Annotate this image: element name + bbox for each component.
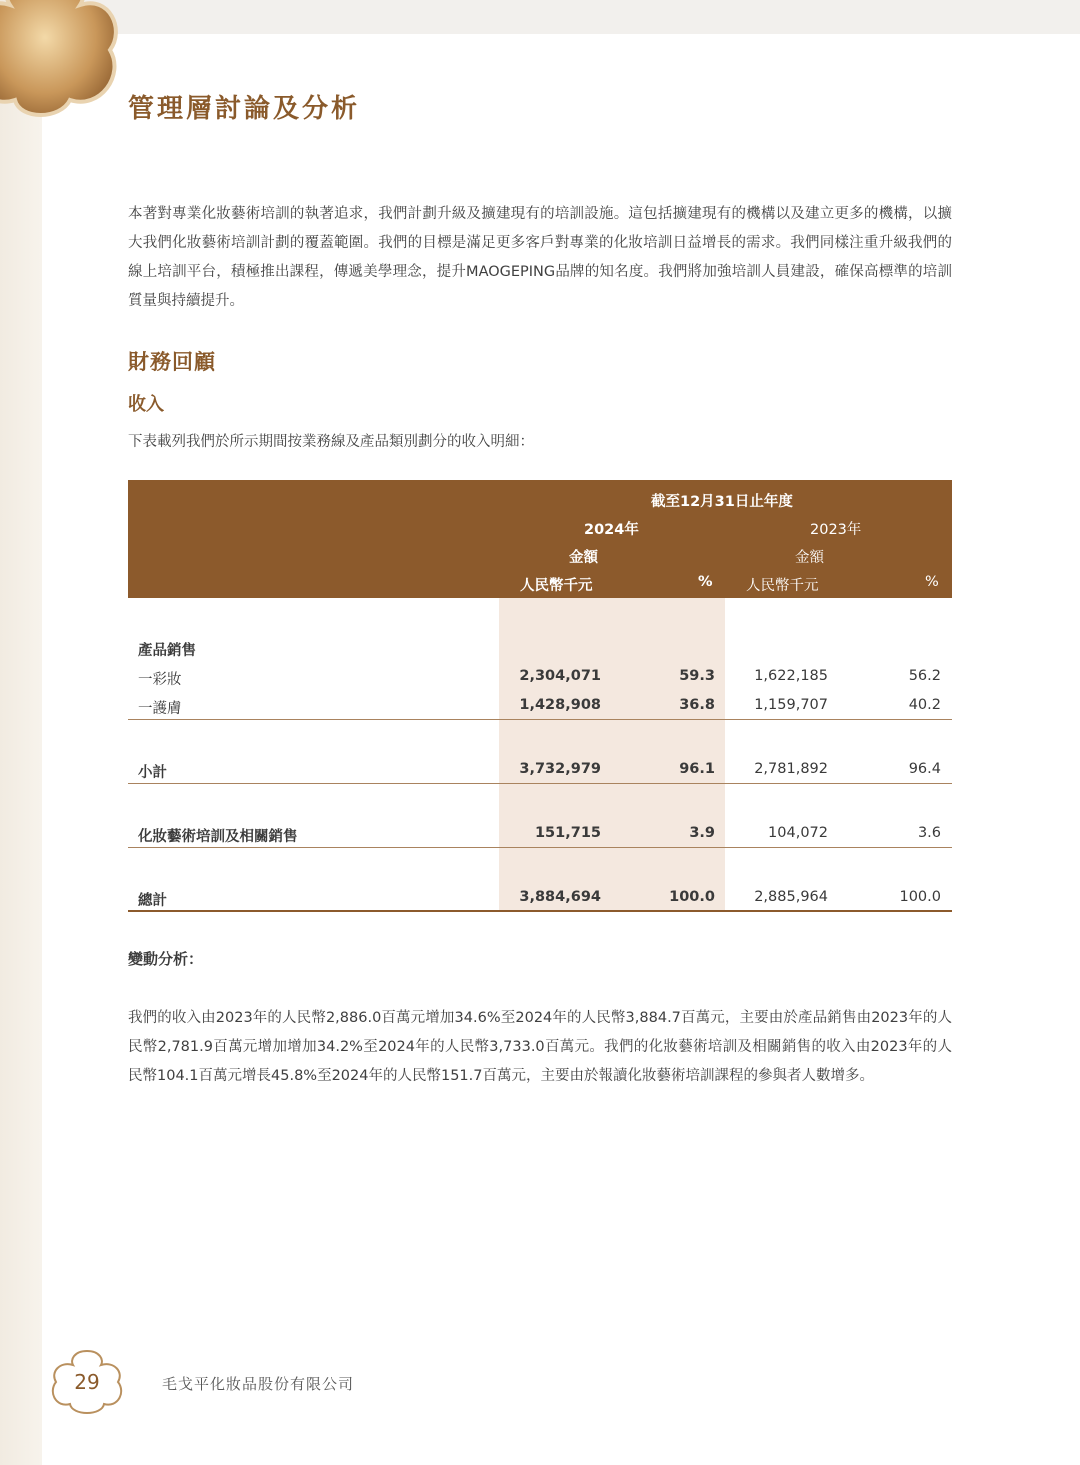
row-label: 總計 [138,893,167,909]
cell-2024-amount: 151,715 [534,825,601,841]
cell-2023-pct: 100.0 [899,889,941,905]
row-label: 產品銷售 [138,643,196,659]
corner-ornament-icon [0,0,130,120]
cell-2023-amount: 104,072 [768,825,828,841]
cell-2023-pct: 3.6 [917,825,941,841]
row-label: 小計 [138,765,167,781]
revenue-table [128,480,952,909]
row-label: 一護膚 [138,701,182,717]
table-bottom-rule [128,910,952,912]
cell-2023-pct: 56.2 [908,668,941,684]
row-divider [128,783,952,784]
analysis-paragraph: 我們的收入由2023年的人民幣2,886.0百萬元增加34.6%至2024年的人民幣3,884.7百萬元，主要由於產品銷售由2023年的人民幣2,781.9百萬元增加增加34.2%至2024年的人民幣3,733.0百萬元。我們的化妝藝術培訓及相關銷售的收入由2023年的人民幣104.1百萬元增長45.8%至2024年的人民幣151.7百萬元，主要由於報讀化妝藝術培訓課程的參與者人數增多。 [128,1010,952,1084]
side-band [0,0,42,1465]
cell-2024-pct: 59.3 [679,668,715,684]
page-number: 29 [74,1370,100,1394]
cell-2023-amount: 1,622,185 [754,668,828,684]
period-header: 截至12月31日止年度 [651,494,793,510]
year-2023-header: 2023年 [810,522,862,538]
cell-2024-amount: 3,732,979 [519,761,601,777]
cell-2023-amount: 1,159,707 [754,697,828,713]
cell-2023-amount: 2,781,892 [754,761,828,777]
cell-2024-pct: 36.8 [679,697,715,713]
amount-2024-header: 金額 [569,550,598,566]
company-name: 毛戈平化妝品股份有限公司 [162,1375,355,1393]
pct-2023-header: % [925,574,939,590]
table-intro: 下表載列我們於所示期間按業務線及產品類別劃分的收入明細： [128,434,534,450]
intro-paragraph: 本著對專業化妝藝術培訓的執著追求，我們計劃升級及擴建現有的培訓設施。這包括擴建現有的機構以及建立更多的機構，以擴大我們化妝藝術培訓計劃的覆蓋範圍。我們的目標是滿足更多客戶對專業的化妝培訓日益增長的需求。我們同樣注重升級我們的線上培訓平台，積極推出課程，傳遞美學理念，提升MAOGEPING品牌的知名度。我們將加強培訓人員建設，確保高標準的培訓質量與持續提升。 [128,206,952,309]
row-label: 化妝藝術培訓及相關銷售 [138,829,298,845]
cell-2024-amount: 3,884,694 [519,889,601,905]
row-divider [128,847,952,848]
cell-2024-pct: 3.9 [689,825,715,841]
year-2024-header: 2024年 [584,522,639,538]
page-title: 管理層討論及分析 [128,94,361,124]
section-heading: 財務回顧 [128,350,216,374]
table-header [128,480,952,598]
unit-2024-header: 人民幣千元 [520,578,593,594]
cell-2023-pct: 40.2 [908,697,941,713]
row-label: 一彩妝 [138,672,182,688]
cell-2023-amount: 2,885,964 [754,889,828,905]
cell-2024-amount: 1,428,908 [519,697,601,713]
unit-2023-header: 人民幣千元 [746,578,819,594]
pct-2024-header: % [698,574,713,590]
section-subheading: 收入 [128,394,164,415]
cell-2024-pct: 96.1 [679,761,715,777]
row-divider [128,719,952,720]
cell-2024-amount: 2,304,071 [519,668,601,684]
top-band [0,0,1080,34]
cell-2024-pct: 100.0 [669,889,715,905]
cell-2023-pct: 96.4 [908,761,941,777]
highlight-column-2024 [499,598,725,910]
analysis-title: 變動分析： [128,950,204,968]
amount-2023-header: 金額 [795,550,824,566]
